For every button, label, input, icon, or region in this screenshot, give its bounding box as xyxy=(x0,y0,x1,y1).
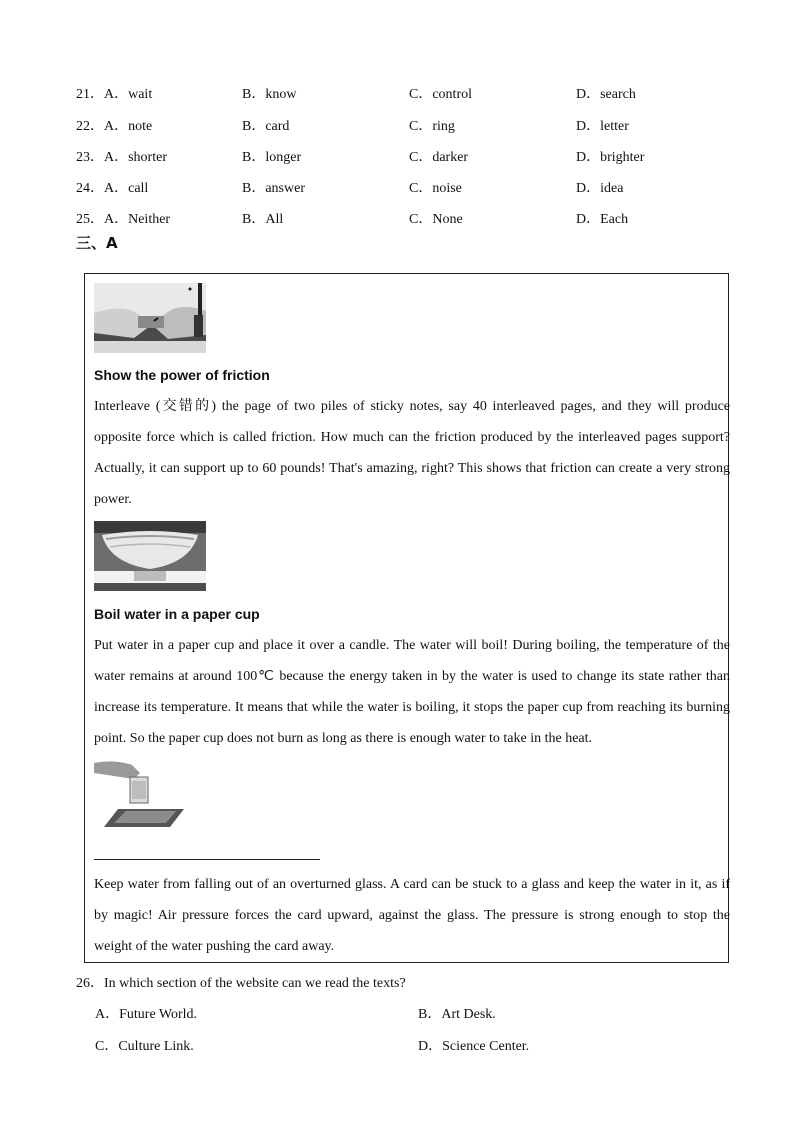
section-title: 三、A xyxy=(76,234,118,252)
option-a: A．wait xyxy=(104,87,153,102)
friction-paragraph: Interleave (交错的) the page of two piles of sticky notes, say 40 interleaved pages, and they will produce opposite force which is called friction. How much can the friction produced by the interleaved pages support? Actually, it can support up to 60 pounds! That's amazing, right? This shows that friction can create a very strong power. xyxy=(94,399,730,507)
friction-photo xyxy=(94,283,206,353)
overturned-glass-photo xyxy=(94,759,188,831)
option-d: D．Each xyxy=(576,212,629,227)
question-row-21 xyxy=(0,83,794,103)
question-row-25 xyxy=(0,208,794,228)
option-a: A．Future World. xyxy=(95,1007,198,1022)
option-a: A．call xyxy=(104,181,149,196)
question-row-22 xyxy=(0,115,794,135)
friction-heading: Show the power of friction xyxy=(94,367,270,383)
option-b: B．longer xyxy=(242,150,302,165)
question-number: 21． xyxy=(76,87,104,102)
option-b: B．know xyxy=(242,87,297,102)
option-b: B．All xyxy=(242,212,284,227)
option-c: C．noise xyxy=(409,181,462,196)
option-b: B．card xyxy=(242,119,290,134)
option-b: B．Art Desk. xyxy=(418,1007,496,1022)
question-26-stem: 26．In which section of the website can we read the texts? xyxy=(76,976,406,991)
question-row-24 xyxy=(0,177,794,197)
boil-heading: Boil water in a paper cup xyxy=(94,606,260,622)
option-d: D．idea xyxy=(576,181,624,196)
question-number: 23． xyxy=(76,150,104,165)
option-c: C．None xyxy=(409,212,463,227)
option-c: C．ring xyxy=(409,119,455,134)
option-c: C．Culture Link. xyxy=(95,1039,194,1054)
glass-paragraph: Keep water from falling out of an overturned glass. A card can be stuck to a glass and keep the water in it, as if by magic! Air pressure forces the card upward, against the glass. The pressure is strong enough to stop the weight of the water pushing the card away. xyxy=(94,877,730,954)
option-d: D．brighter xyxy=(576,150,645,165)
question-number: 25． xyxy=(76,212,104,227)
option-a: A．shorter xyxy=(104,150,167,165)
option-d: D．search xyxy=(576,87,636,102)
option-d: D．letter xyxy=(576,119,629,134)
question-number: 22． xyxy=(76,119,104,134)
missing-heading-blank xyxy=(94,859,320,860)
question-number: 24． xyxy=(76,181,104,196)
question-row-23 xyxy=(0,146,794,166)
option-c: C．darker xyxy=(409,150,469,165)
boil-paragraph: Put water in a paper cup and place it over a candle. The water will boil! During boiling, the temperature of the water remains at around 100℃ because the energy taken in by the water is used to change its state rather than increase its temperature. It means that while the water is boiling, it stops the paper cup from reaching its burning point. So the paper cup does not burn as long as there is enough water to take in the heat. xyxy=(94,638,730,746)
option-c: C．control xyxy=(409,87,472,102)
option-a: A．Neither xyxy=(104,212,171,227)
paper-cup-photo xyxy=(94,521,206,591)
option-d: D．Science Center. xyxy=(418,1039,530,1054)
option-a: A．note xyxy=(104,119,153,134)
option-b: B．answer xyxy=(242,181,305,196)
